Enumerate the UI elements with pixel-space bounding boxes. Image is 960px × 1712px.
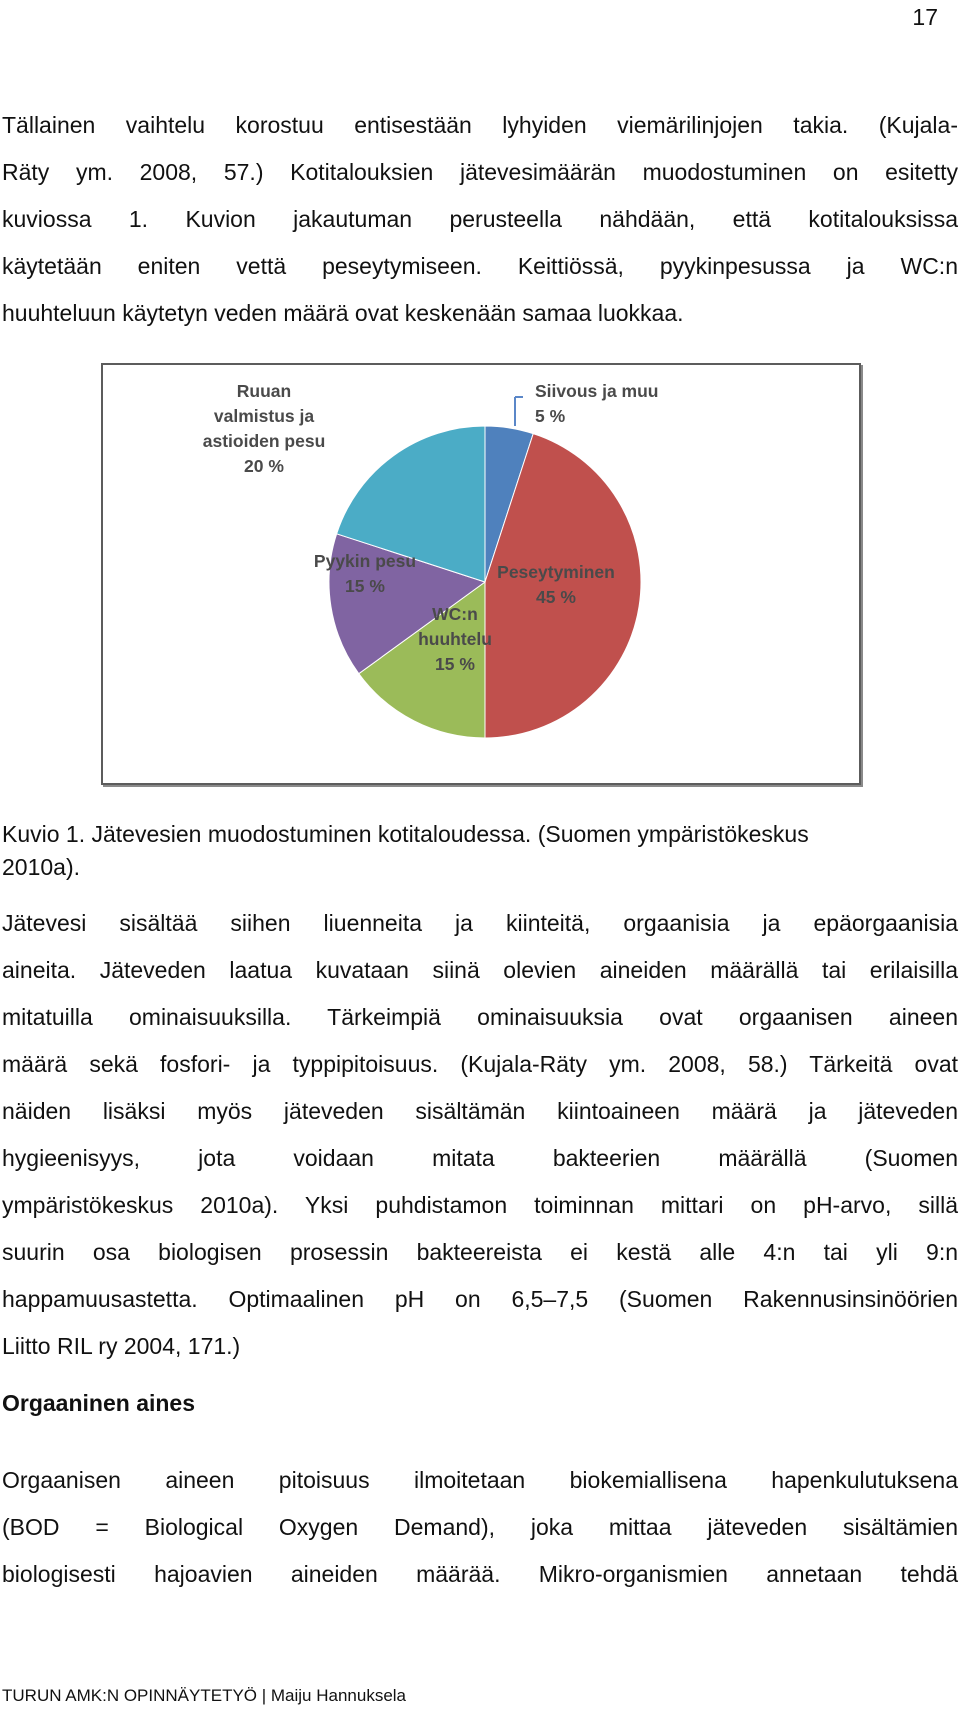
text-line: käytetään eniten vettä peseytymiseen. Keittiössä, pyykinpesussa ja WC:n bbox=[2, 253, 958, 279]
text-line: Liitto RIL ry 2004, 171.) bbox=[2, 1333, 241, 1359]
bod-paragraph bbox=[2, 1457, 958, 1598]
section-heading: Orgaaninen aines bbox=[2, 1390, 196, 1416]
caption-text-line2: 2010a). bbox=[2, 854, 81, 880]
text-line: näiden lisäksi myös jäteveden sisältämän kiintoaineen määrä ja jäteveden bbox=[2, 1098, 958, 1124]
text-line: Orgaanisen aineen pitoisuus ilmoitetaan biokemiallisena hapenkulutuksena bbox=[2, 1467, 958, 1493]
text-line: aineita. Jäteveden laatua kuvataan siinä olevien aineiden määrällä tai erilaisilla bbox=[2, 957, 958, 983]
slice-label: WC:n huuhtelu 15 % bbox=[418, 604, 492, 674]
text-line: Jätevesi sisältää siihen liuenneita ja kiinteitä, orgaanisia ja epäorgaanisia bbox=[2, 910, 958, 936]
slice-label: Siivous ja muu 5 % bbox=[535, 381, 659, 426]
page-number: 17 bbox=[912, 4, 938, 30]
text-line: Tällainen vaihtelu korostuu entisestään lyhyiden viemärilinjojen takia. (Kujala- bbox=[2, 112, 958, 138]
pie-chart bbox=[103, 365, 859, 783]
text-line: happamuusastetta. Optimaalinen pH on 6,5–7,5 (Suomen Rakennusinsinöörien bbox=[2, 1286, 958, 1312]
slice-label: Ruuan valmistus ja astioiden pesu 20 % bbox=[202, 381, 326, 476]
text-line: Räty ym. 2008, 57.) Kotitalouksien jätevesimäärän muodostuminen on esitetty bbox=[2, 159, 958, 185]
text-line: biologisesti hajoavien aineiden määrää. Mikro-organismien annetaan tehdä bbox=[2, 1561, 958, 1587]
figure-caption bbox=[2, 818, 958, 884]
caption-number: Kuvio 1. bbox=[2, 821, 86, 847]
text-line: (BOD = Biological Oxygen Demand), joka mittaa jäteveden sisältämien bbox=[2, 1514, 958, 1540]
text-line: mitatuilla ominaisuuksilla. Tärkeimpiä ominaisuuksia ovat orgaanisen aineen bbox=[2, 1004, 958, 1030]
text-line: huuhteluun käytetyn veden määrä ovat keskenään samaa luokkaa. bbox=[2, 300, 684, 326]
slice-label: Peseytyminen 45 % bbox=[497, 562, 615, 607]
pie-chart-figure bbox=[101, 363, 861, 785]
text-line: ympäristökeskus 2010a). Yksi puhdistamon toiminnan mittari on pH-arvo, sillä bbox=[2, 1192, 958, 1218]
body-paragraph bbox=[2, 900, 958, 1370]
text-line: hygieenisyys, jota voidaan mitata bakteerien määrällä (Suomen bbox=[2, 1145, 958, 1171]
text-line: suurin osa biologisen prosessin bakteereista ei kestä alle 4:n tai yli 9:n bbox=[2, 1239, 958, 1265]
page-footer: TURUN AMK:N OPINNÄYTETYÖ | Maiju Hannuksela bbox=[2, 1686, 407, 1705]
text-line: kuviossa 1. Kuvion jakautuman perusteella nähdään, että kotitalouksissa bbox=[2, 206, 958, 232]
caption-text: Jätevesien muodostuminen kotitaloudessa. (Suomen ympäristökeskus bbox=[85, 821, 809, 847]
slice-label: Pyykin pesu 15 % bbox=[313, 551, 417, 596]
text-line: määrä sekä fosfori- ja typpipitoisuus. (Kujala-Räty ym. 2008, 58.) Tärkeitä ovat bbox=[2, 1051, 958, 1077]
intro-paragraph bbox=[2, 102, 958, 337]
